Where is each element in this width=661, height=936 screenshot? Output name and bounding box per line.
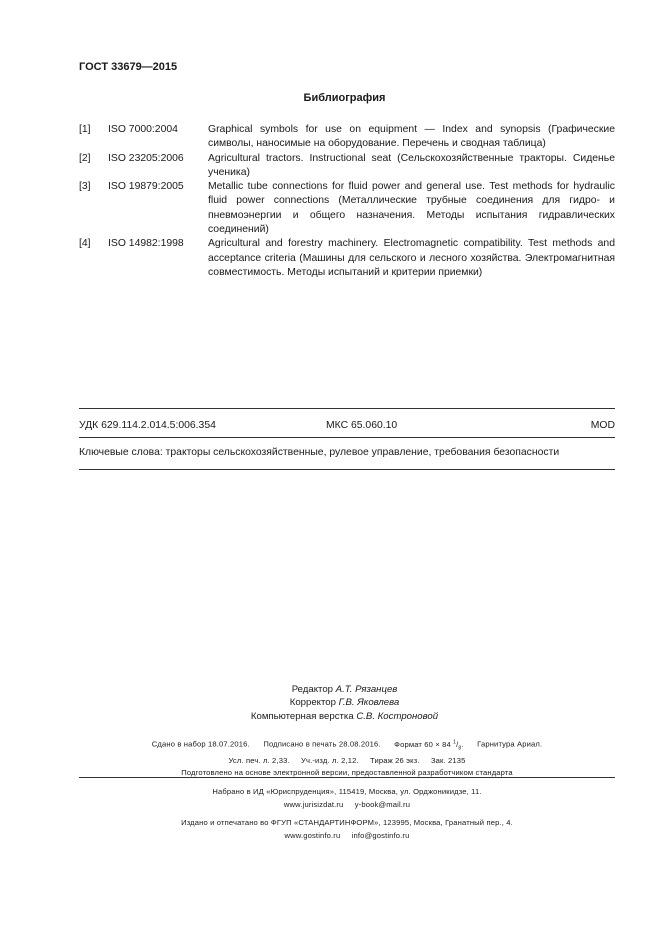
mod-label: MOD xyxy=(590,420,615,431)
format-prefix: Формат 60 × 84 xyxy=(394,739,451,749)
document-header: ГОСТ 33679—2015 xyxy=(79,61,178,73)
bibliography-item xyxy=(79,152,615,181)
typeset-line: Набрано в ИД «Юриспруденция», 115419, Москва, ул. Орджоникидзе, 11. xyxy=(212,787,482,796)
bibliography-title: Библиография xyxy=(303,92,386,104)
bibliography-item xyxy=(79,237,615,280)
bibliography-item-number: [2] xyxy=(79,152,91,164)
mks-code: МКС 65.060.10 xyxy=(326,420,398,431)
typeset-email[interactable]: y-book@mail.ru xyxy=(354,799,411,809)
corrector-line xyxy=(28,696,661,709)
divider-top xyxy=(79,408,615,409)
typeset-contacts xyxy=(79,799,615,812)
udk-code: УДК 629.114.2.014.5:006.354 xyxy=(79,420,216,431)
printed-block xyxy=(79,817,615,842)
layout-label: Компьютерная верстка xyxy=(250,710,354,722)
print-sheets: Усл. печ. л. 2,33. xyxy=(228,755,290,765)
divider-bottom xyxy=(79,469,615,470)
bibliography-item-code: ISO 7000:2004 xyxy=(108,124,178,135)
bibliography-item-code: ISO 14982:1998 xyxy=(108,238,184,250)
printed-contacts xyxy=(79,830,615,843)
imprint-line-1 xyxy=(79,736,615,755)
bibliography-item-number: [4] xyxy=(79,238,91,250)
printed-email[interactable]: info@gostinfo.ru xyxy=(351,830,410,840)
bibliography-item-code: ISO 19879:2005 xyxy=(108,181,184,193)
bibliography-item-number: [3] xyxy=(79,181,91,193)
bibliography-item xyxy=(79,180,615,237)
divider-middle xyxy=(79,437,615,438)
format: Формат 60 × 84 $^1/_8$. xyxy=(394,739,464,752)
bibliography-item-number: [1] xyxy=(79,124,91,135)
editor-label: Редактор xyxy=(291,684,333,695)
sent-date: Сдано в набор 18.07.2016. xyxy=(151,739,250,749)
prepared-note: Подготовлено на основе электронной версии, предоставленной разработчиком стандарта xyxy=(181,768,513,778)
editor-line xyxy=(28,683,661,696)
print-run: Тираж 26 экз. xyxy=(370,755,420,765)
corrector-name: Г.В. Яковлева xyxy=(338,697,400,709)
bibliography-item-text: Agricultural and forestry machinery. Electromagnetic compatibility. Test methods and acceptance criteria (Машины для сельского и лесного хозяйства. Электромагнитная совместимость. Методы испытаний и критерии приемки) xyxy=(208,238,615,278)
corrector-label: Корректор xyxy=(289,697,336,709)
layout-line xyxy=(28,710,661,723)
printed-line: Издано и отпечатано во ФГУП «СТАНДАРТИНФОРМ», 123995, Москва, Гранатный пер., 4. xyxy=(181,818,513,827)
bibliography-item-text: Graphical symbols for use on equipment — Index and synopsis (Графические символы, наносимые на оборудование. Перечень и сводная таблица) xyxy=(208,124,615,150)
keywords-line: Ключевые слова: тракторы сельскохозяйственные, рулевое управление, требования безопасности xyxy=(79,447,560,458)
layout-name: С.В. Костроновой xyxy=(356,710,439,722)
bibliography-item-text: Agricultural tractors. Instructional seat (Сельскохозяйственные тракторы. Сиденье ученика) xyxy=(208,152,615,178)
bibliography-item xyxy=(79,123,615,152)
publisher-sheets: Уч.-изд. л. 2,12. xyxy=(301,755,359,765)
bibliography-item-code: ISO 23205:2006 xyxy=(108,152,184,164)
format-denominator: 8 xyxy=(458,745,462,752)
credits-block xyxy=(0,683,661,723)
divider-imprint xyxy=(79,777,615,778)
editor-name: А.Т. Рязанцев xyxy=(335,684,398,695)
imprint-line-2 xyxy=(79,755,615,768)
typeset-website[interactable]: www.jurisizdat.ru xyxy=(283,799,344,809)
signed-date: Подписано в печать 28.08.2016. xyxy=(263,739,381,749)
imprint-block xyxy=(79,736,615,780)
bibliography-list xyxy=(79,123,615,280)
printed-website[interactable]: www.gostinfo.ru xyxy=(284,830,341,840)
typeset-block xyxy=(79,786,615,811)
typeface: Гарнитура Ариал. xyxy=(477,739,543,749)
order-number: Зак. 2135 xyxy=(430,755,466,765)
bibliography-item-text: Metallic tube connections for fluid power and general use. Test methods for hydraulic fluid power connections (Металлические трубные соединения для гидро- и пневмоэнергии и общего назначения. Методы испытания гидравлических соединений) xyxy=(208,181,615,236)
format-numerator: 1 xyxy=(453,739,457,745)
